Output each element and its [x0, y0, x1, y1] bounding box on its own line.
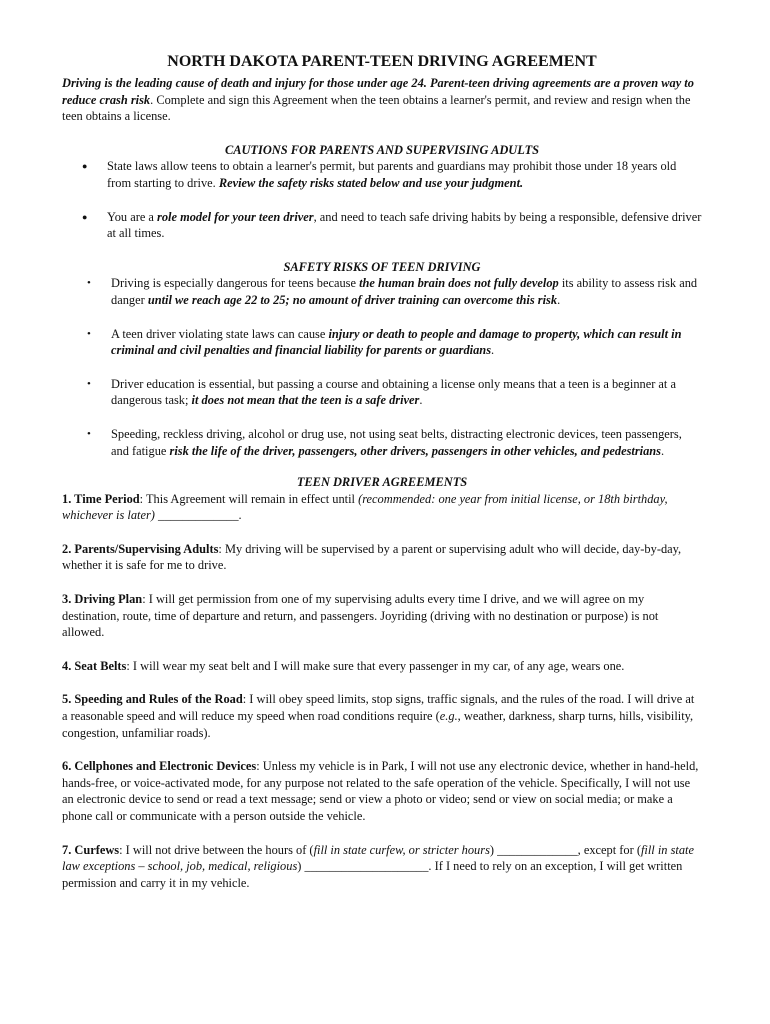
risks-item-1-emphasis: the human brain does not fully develop	[359, 276, 559, 291]
agreement-2-label: 2. Parents/Supervising Adults	[62, 541, 219, 556]
agreement-5-text-end: , weather, darkness, sharp turns, hills, visibility, congestion, unfamiliar roads).	[62, 709, 694, 740]
risks-item-3	[62, 376, 702, 409]
agreement-1	[62, 491, 702, 524]
agreement-4	[62, 658, 702, 675]
agreement-1-blank: _____________.	[154, 508, 242, 523]
cautions-heading: CAUTIONS FOR PARENTS AND SUPERVISING ADULTS	[224, 142, 540, 157]
risks-item-1-text-end: .	[557, 292, 561, 307]
risks-item-2-emphasis: injury or death to people and damage to property, which can result in criminal and civil penalties and financial liability for parents or guardians	[111, 326, 682, 358]
cautions-item-1	[62, 158, 702, 191]
cautions-item-2-text: You are a	[107, 209, 158, 224]
risks-heading: SAFETY RISKS OF TEEN DRIVING	[283, 259, 481, 274]
cautions-item-2-emphasis: role model for your teen driver	[157, 209, 314, 224]
risks-item-4-text: Speeding, reckless driving, alcohol or drug use, not using seat belts, distracting electronic devices, teen passengers, and fatigue	[111, 426, 682, 458]
agreement-7-text-end: ) ____________________. If I need to rely on an exception, I will get written permission and carry it in my vehicle.	[62, 859, 683, 890]
agreement-7-italic: fill in state curfew, or stricter hours	[313, 842, 490, 857]
agreement-5-text: : I will obey speed limits, stop signs, traffic signals, and the rules of the road. I will drive at a reasonable speed and will reduce my speed when road conditions require (	[62, 692, 695, 724]
intro-paragraph	[62, 75, 702, 125]
agreement-7-blank: ) _____________, except for (	[489, 842, 641, 857]
agreement-1-italic: (recommended: one year from initial license, or 18th birthday, whichever is later)	[62, 491, 668, 523]
agreement-4-text: : I will wear my seat belt and I will make sure that every passenger in my car, of any age, wears one.	[126, 658, 625, 673]
intro-text: . Complete and sign this Agreement when the teen obtains a learner's permit, and review and resign when the teen obtains a license.	[62, 92, 691, 124]
agreement-7-label: 7. Curfews	[62, 842, 120, 857]
risks-list	[62, 275, 702, 459]
risks-item-3-text: Driver education is essential, but passing a course and obtaining a license only means that a teen is a beginner at a dangerous task;	[111, 376, 676, 408]
agreement-1-label: 1. Time Period	[62, 491, 140, 506]
document-page	[62, 52, 702, 891]
risks-item-1-text-mid: its ability to assess risk and danger	[111, 276, 698, 307]
agreement-6-text: : Unless my vehicle is in Park, I will not use any electronic device, whether in hand-held, hands-free, or voice-activated mode, for any purpose not related to the safe operation of the vehicle. Specifically, I will not use an electronic device to send or read a text message; send or view a photo or video; send or view on social media; or make a phone call or communicate with a person outside the vehicle.	[62, 759, 699, 823]
risks-item-4	[62, 426, 702, 459]
agreement-5-label: 5. Speeding and Rules of the Road	[62, 692, 243, 707]
intro-bold-text: Driving is the leading cause of death and injury for those under age 24. Parent-teen driving agreements are a proven way to reduce crash risk	[62, 76, 694, 107]
agreement-3	[62, 591, 702, 641]
risks-item-2	[62, 326, 702, 359]
cautions-list	[62, 158, 702, 241]
agreement-4-label: 4. Seat Belts	[62, 658, 127, 673]
agreement-1-text: : This Agreement will remain in effect until	[139, 491, 359, 506]
agreement-2	[62, 541, 702, 574]
cautions-item-2-text-end: , and need to teach safe driving habits by being a responsible, defensive driver at all times.	[107, 209, 702, 241]
agreement-6-label: 6. Cellphones and Electronic Devices	[62, 759, 257, 774]
risks-item-2-text: A teen driver violating state laws can cause	[111, 326, 329, 341]
agreement-7-text: : I will not drive between the hours of (	[119, 842, 314, 857]
risks-item-1-text: Driving is especially dangerous for teens because	[111, 276, 360, 291]
risks-item-3-text-end: .	[419, 393, 423, 408]
agreement-3-text: : I will get permission from one of my supervising adults every time I drive, and we will agree on my destination, route, time of departure and return, and passengers. Joyriding (driving with no destination or purpose) is not allowed.	[62, 592, 659, 640]
cautions-item-1-emphasis: Review the safety risks stated below and use your judgment.	[218, 175, 524, 190]
risks-item-2-text-end: .	[491, 343, 495, 358]
agreement-7-italic-2: fill in state law exceptions – school, job, medical, religious	[62, 842, 694, 874]
risks-item-1-emphasis-2: until we reach age 22 to 25; no amount of driver training can overcome this risk	[147, 292, 558, 307]
cautions-item-1-text: State laws allow teens to obtain a learner's permit, but parents and guardians may prohibit those under 18 years old from starting to drive.	[107, 159, 677, 190]
agreement-7	[62, 842, 702, 892]
agreement-5-italic: e.g.	[439, 709, 458, 724]
agreement-6	[62, 758, 702, 824]
agreement-2-text: : My driving will be supervised by a parent or supervising adult who will decide, day-by-day, whether it is safe for me to drive.	[62, 541, 682, 573]
agreement-5	[62, 691, 702, 741]
risks-item-4-emphasis: risk the life of the driver, passengers, other drivers, passengers in other vehicles, and pedestrians	[169, 443, 662, 458]
document-title: NORTH DAKOTA PARENT-TEEN DRIVING AGREEMENT	[167, 53, 597, 70]
risks-item-1	[62, 275, 702, 308]
risks-item-4-text-end: .	[661, 443, 665, 458]
agreements-heading: TEEN DRIVER AGREEMENTS	[296, 475, 468, 490]
agreement-3-label: 3. Driving Plan	[62, 592, 143, 607]
risks-item-3-emphasis: it does not mean that the teen is a safe driver	[191, 393, 420, 408]
cautions-item-2	[62, 209, 702, 242]
